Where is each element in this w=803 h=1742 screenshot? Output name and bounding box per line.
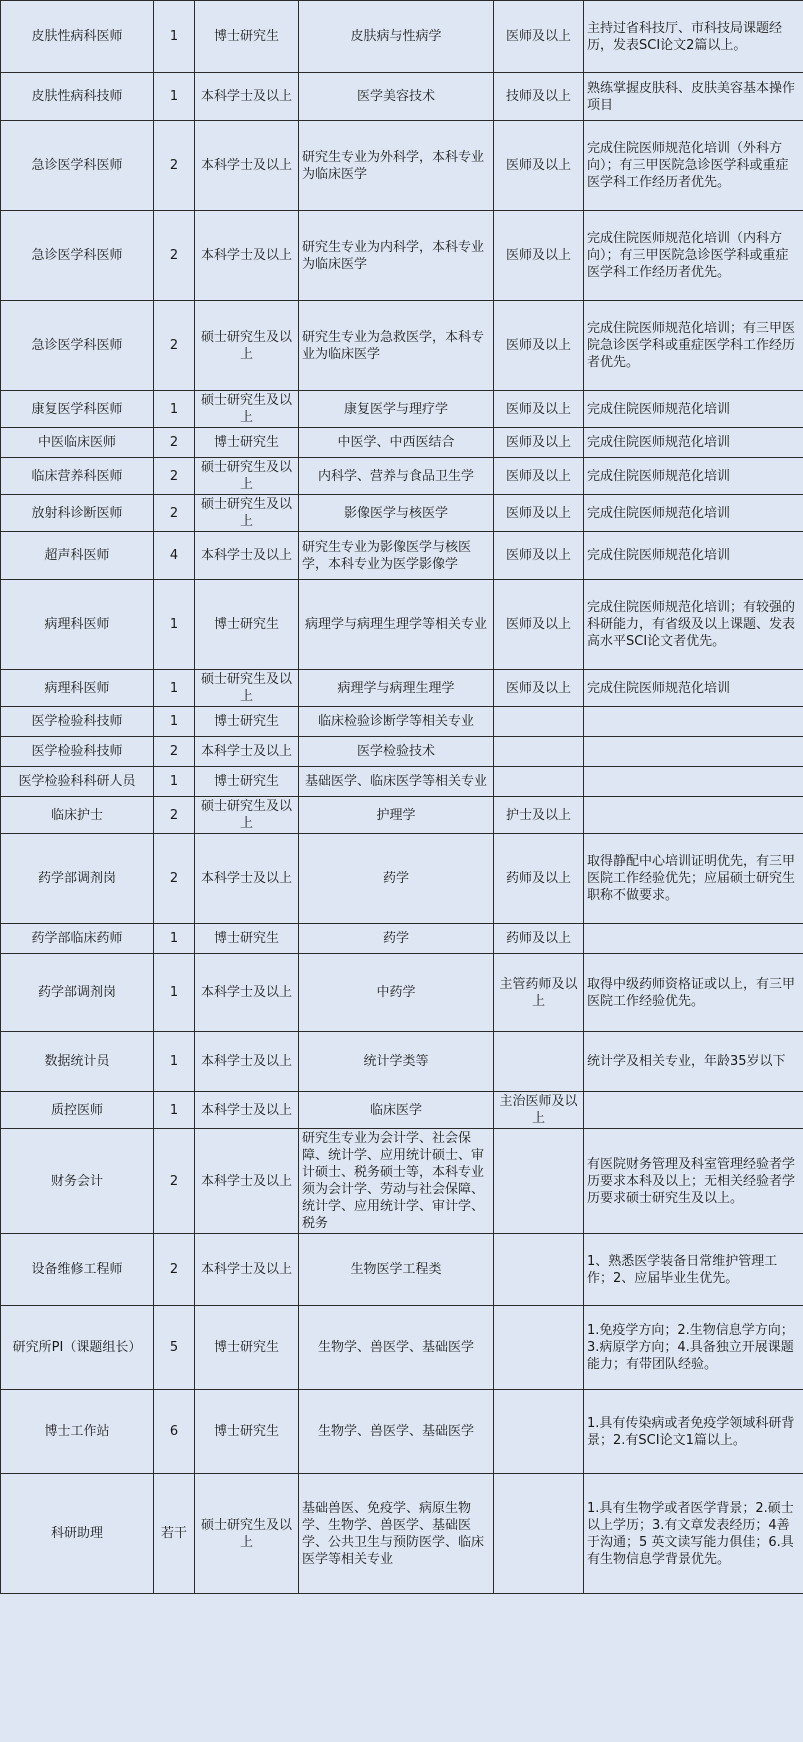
cell-education: 博士研究生	[195, 1390, 299, 1474]
cell-education: 硕士研究生及以上	[195, 458, 299, 495]
cell-title	[494, 1234, 584, 1306]
table-row	[1, 924, 803, 954]
table-row	[1, 301, 803, 391]
cell-count: 1	[154, 670, 195, 707]
cell-major: 药学	[299, 834, 494, 924]
table-row	[1, 391, 803, 428]
cell-other-requirements: 完成住院医师规范化培训（内科方向）；有三甲医院急诊医学科或重症医学科工作经历者优先。	[584, 211, 803, 301]
cell-count: 2	[154, 797, 195, 834]
cell-title: 医师及以上	[494, 428, 584, 458]
table-row	[1, 1129, 803, 1234]
cell-education: 本科学士及以上	[195, 1234, 299, 1306]
cell-other-requirements: 完成住院医师规范化培训	[584, 670, 803, 707]
cell-position: 急诊医学科医师	[1, 301, 154, 391]
table-row	[1, 1234, 803, 1306]
cell-other-requirements: 完成住院医师规范化培训	[584, 532, 803, 580]
cell-count: 2	[154, 495, 195, 532]
cell-count: 6	[154, 1390, 195, 1474]
cell-count: 1	[154, 707, 195, 737]
cell-other-requirements: 取得中级药师资格证或以上，有三甲医院工作经验优先。	[584, 954, 803, 1032]
table-row	[1, 767, 803, 797]
cell-education: 本科学士及以上	[195, 73, 299, 121]
cell-education: 本科学士及以上	[195, 1032, 299, 1092]
table-row	[1, 1306, 803, 1390]
cell-major: 康复医学与理疗学	[299, 391, 494, 428]
cell-major: 医学检验技术	[299, 737, 494, 767]
cell-position: 病理科医师	[1, 670, 154, 707]
table-row	[1, 532, 803, 580]
cell-education: 本科学士及以上	[195, 1129, 299, 1234]
cell-major: 研究生专业为会计学、社会保障、统计学、应用统计硕士、审计硕士、税务硕士等，本科专业须为会计学、劳动与社会保障、统计学、应用统计学、审计学、税务	[299, 1129, 494, 1234]
cell-title: 医师及以上	[494, 532, 584, 580]
table-row	[1, 1474, 803, 1594]
cell-title: 医师及以上	[494, 211, 584, 301]
cell-count: 1	[154, 1, 195, 73]
table-row	[1, 797, 803, 834]
cell-title	[494, 1390, 584, 1474]
table-row	[1, 428, 803, 458]
cell-title: 医师及以上	[494, 580, 584, 670]
table-row	[1, 670, 803, 707]
cell-title: 医师及以上	[494, 121, 584, 211]
cell-position: 药学部调剂岗	[1, 834, 154, 924]
cell-other-requirements: 统计学及相关专业，年龄35岁以下	[584, 1032, 803, 1092]
cell-major: 临床医学	[299, 1092, 494, 1129]
cell-major: 中药学	[299, 954, 494, 1032]
cell-title: 药师及以上	[494, 924, 584, 954]
cell-position: 急诊医学科医师	[1, 121, 154, 211]
cell-education: 硕士研究生及以上	[195, 1474, 299, 1594]
cell-major: 临床检验诊断学等相关专业	[299, 707, 494, 737]
cell-position: 科研助理	[1, 1474, 154, 1594]
cell-education: 博士研究生	[195, 1306, 299, 1390]
table-row	[1, 1390, 803, 1474]
cell-major: 研究生专业为内科学，本科专业为临床医学	[299, 211, 494, 301]
table-row	[1, 580, 803, 670]
cell-other-requirements	[584, 767, 803, 797]
cell-position: 放射科诊断医师	[1, 495, 154, 532]
cell-title	[494, 1474, 584, 1594]
cell-title	[494, 767, 584, 797]
cell-major: 基础兽医、免疫学、病原生物学、生物学、兽医学、基础医学、公共卫生与预防医学、临床医学等相关专业	[299, 1474, 494, 1594]
cell-position: 博士工作站	[1, 1390, 154, 1474]
cell-major: 统计学类等	[299, 1032, 494, 1092]
cell-position: 皮肤性病科技师	[1, 73, 154, 121]
table-row	[1, 737, 803, 767]
cell-title: 主治医师及以上	[494, 1092, 584, 1129]
cell-other-requirements: 1.具有传染病或者免疫学领域科研背景；2.有SCI论文1篇以上。	[584, 1390, 803, 1474]
cell-other-requirements: 1、熟悉医学装备日常维护管理工作；2、应届毕业生优先。	[584, 1234, 803, 1306]
cell-education: 本科学士及以上	[195, 737, 299, 767]
cell-count: 5	[154, 1306, 195, 1390]
cell-count: 1	[154, 1092, 195, 1129]
cell-title: 医师及以上	[494, 1, 584, 73]
cell-position: 医学检验科技师	[1, 737, 154, 767]
cell-title: 护士及以上	[494, 797, 584, 834]
cell-other-requirements	[584, 737, 803, 767]
cell-count: 2	[154, 301, 195, 391]
cell-position: 药学部临床药师	[1, 924, 154, 954]
table-row	[1, 707, 803, 737]
cell-other-requirements: 完成住院医师规范化培训；有三甲医院急诊医学科或重症医学科工作经历者优先。	[584, 301, 803, 391]
table-row	[1, 954, 803, 1032]
cell-count: 1	[154, 580, 195, 670]
cell-other-requirements	[584, 1092, 803, 1129]
cell-other-requirements: 熟练掌握皮肤科、皮肤美容基本操作项目	[584, 73, 803, 121]
cell-count: 4	[154, 532, 195, 580]
cell-count: 1	[154, 924, 195, 954]
cell-other-requirements: 有医院财务管理及科室管理经验者学历要求本科及以上；无相关经验者学历要求硕士研究生及以上。	[584, 1129, 803, 1234]
cell-count: 2	[154, 737, 195, 767]
cell-position: 临床护士	[1, 797, 154, 834]
cell-education: 本科学士及以上	[195, 954, 299, 1032]
cell-count: 1	[154, 954, 195, 1032]
cell-major: 生物学、兽医学、基础医学	[299, 1306, 494, 1390]
cell-position: 设备维修工程师	[1, 1234, 154, 1306]
cell-position: 医学检验科技师	[1, 707, 154, 737]
cell-other-requirements: 1.免疫学方向；2.生物信息学方向；3.病原学方向；4.具备独立开展课题能力；有带团队经验。	[584, 1306, 803, 1390]
cell-title: 药师及以上	[494, 834, 584, 924]
cell-position: 康复医学科医师	[1, 391, 154, 428]
cell-major: 病理学与病理生理学	[299, 670, 494, 707]
table-row	[1, 121, 803, 211]
cell-other-requirements: 主持过省科技厅、市科技局课题经历，发表SCI论文2篇以上。	[584, 1, 803, 73]
cell-education: 博士研究生	[195, 1, 299, 73]
table-row	[1, 458, 803, 495]
cell-title: 技师及以上	[494, 73, 584, 121]
cell-title: 医师及以上	[494, 391, 584, 428]
cell-title: 医师及以上	[494, 670, 584, 707]
cell-other-requirements: 1.具有生物学或者医学背景；2.硕士以上学历；3.有文章发表经历；4善于沟通；5 英文读写能力俱佳；6.具有生物信息学背景优先。	[584, 1474, 803, 1594]
cell-other-requirements	[584, 924, 803, 954]
cell-position: 超声科医师	[1, 532, 154, 580]
cell-count: 2	[154, 121, 195, 211]
cell-count: 2	[154, 458, 195, 495]
cell-education: 博士研究生	[195, 924, 299, 954]
cell-other-requirements: 完成住院医师规范化培训（外科方向）；有三甲医院急诊医学科或重症医学科工作经历者优先。	[584, 121, 803, 211]
cell-education: 硕士研究生及以上	[195, 391, 299, 428]
cell-major: 生物学、兽医学、基础医学	[299, 1390, 494, 1474]
cell-title	[494, 707, 584, 737]
cell-major: 生物医学工程类	[299, 1234, 494, 1306]
table-row	[1, 1032, 803, 1092]
cell-count: 2	[154, 1234, 195, 1306]
cell-education: 本科学士及以上	[195, 1092, 299, 1129]
cell-other-requirements: 完成住院医师规范化培训	[584, 458, 803, 495]
table-row	[1, 211, 803, 301]
cell-count: 2	[154, 428, 195, 458]
cell-education: 硕士研究生及以上	[195, 495, 299, 532]
cell-education: 硕士研究生及以上	[195, 301, 299, 391]
cell-education: 本科学士及以上	[195, 532, 299, 580]
cell-education: 硕士研究生及以上	[195, 797, 299, 834]
cell-other-requirements: 取得静配中心培训证明优先，有三甲医院工作经验优先；应届硕士研究生职称不做要求。	[584, 834, 803, 924]
cell-other-requirements: 完成住院医师规范化培训	[584, 391, 803, 428]
cell-position: 财务会计	[1, 1129, 154, 1234]
cell-position: 研究所PI（课题组长）	[1, 1306, 154, 1390]
cell-title	[494, 1306, 584, 1390]
cell-title: 主管药师及以上	[494, 954, 584, 1032]
cell-major: 药学	[299, 924, 494, 954]
cell-education: 博士研究生	[195, 428, 299, 458]
cell-title: 医师及以上	[494, 495, 584, 532]
cell-count: 1	[154, 1032, 195, 1092]
cell-count: 1	[154, 73, 195, 121]
cell-major: 病理学与病理生理学等相关专业	[299, 580, 494, 670]
cell-major: 中医学、中西医结合	[299, 428, 494, 458]
cell-education: 本科学士及以上	[195, 121, 299, 211]
cell-title: 医师及以上	[494, 301, 584, 391]
cell-education: 硕士研究生及以上	[195, 670, 299, 707]
cell-education: 本科学士及以上	[195, 211, 299, 301]
table-row	[1, 1, 803, 73]
cell-major: 研究生专业为急救医学，本科专业为临床医学	[299, 301, 494, 391]
cell-title	[494, 1032, 584, 1092]
cell-title: 医师及以上	[494, 458, 584, 495]
cell-major: 医学美容技术	[299, 73, 494, 121]
table-row	[1, 495, 803, 532]
cell-education: 博士研究生	[195, 580, 299, 670]
cell-position: 中医临床医师	[1, 428, 154, 458]
cell-count: 1	[154, 767, 195, 797]
table-row	[1, 1092, 803, 1129]
cell-major: 研究生专业为外科学，本科专业为临床医学	[299, 121, 494, 211]
cell-position: 质控医师	[1, 1092, 154, 1129]
cell-major: 基础医学、临床医学等相关专业	[299, 767, 494, 797]
table-row	[1, 834, 803, 924]
cell-count: 2	[154, 211, 195, 301]
cell-education: 博士研究生	[195, 707, 299, 737]
cell-position: 药学部调剂岗	[1, 954, 154, 1032]
cell-major: 护理学	[299, 797, 494, 834]
cell-position: 病理科医师	[1, 580, 154, 670]
cell-position: 临床营养科医师	[1, 458, 154, 495]
cell-other-requirements: 完成住院医师规范化培训；有较强的科研能力，有省级及以上课题、发表高水平SCI论文者优先。	[584, 580, 803, 670]
cell-other-requirements	[584, 797, 803, 834]
cell-count: 1	[154, 391, 195, 428]
cell-major: 内科学、营养与食品卫生学	[299, 458, 494, 495]
cell-count: 若干	[154, 1474, 195, 1594]
cell-major: 研究生专业为影像医学与核医学，本科专业为医学影像学	[299, 532, 494, 580]
cell-count: 2	[154, 834, 195, 924]
cell-position: 皮肤性病科医师	[1, 1, 154, 73]
cell-position: 数据统计员	[1, 1032, 154, 1092]
cell-title	[494, 737, 584, 767]
cell-education: 博士研究生	[195, 767, 299, 797]
table-row	[1, 73, 803, 121]
cell-other-requirements: 完成住院医师规范化培训	[584, 495, 803, 532]
cell-education: 本科学士及以上	[195, 834, 299, 924]
cell-count: 2	[154, 1129, 195, 1234]
cell-title	[494, 1129, 584, 1234]
cell-other-requirements: 完成住院医师规范化培训	[584, 428, 803, 458]
cell-other-requirements	[584, 707, 803, 737]
cell-major: 影像医学与核医学	[299, 495, 494, 532]
cell-position: 急诊医学科医师	[1, 211, 154, 301]
cell-major: 皮肤病与性病学	[299, 1, 494, 73]
cell-position: 医学检验科科研人员	[1, 767, 154, 797]
